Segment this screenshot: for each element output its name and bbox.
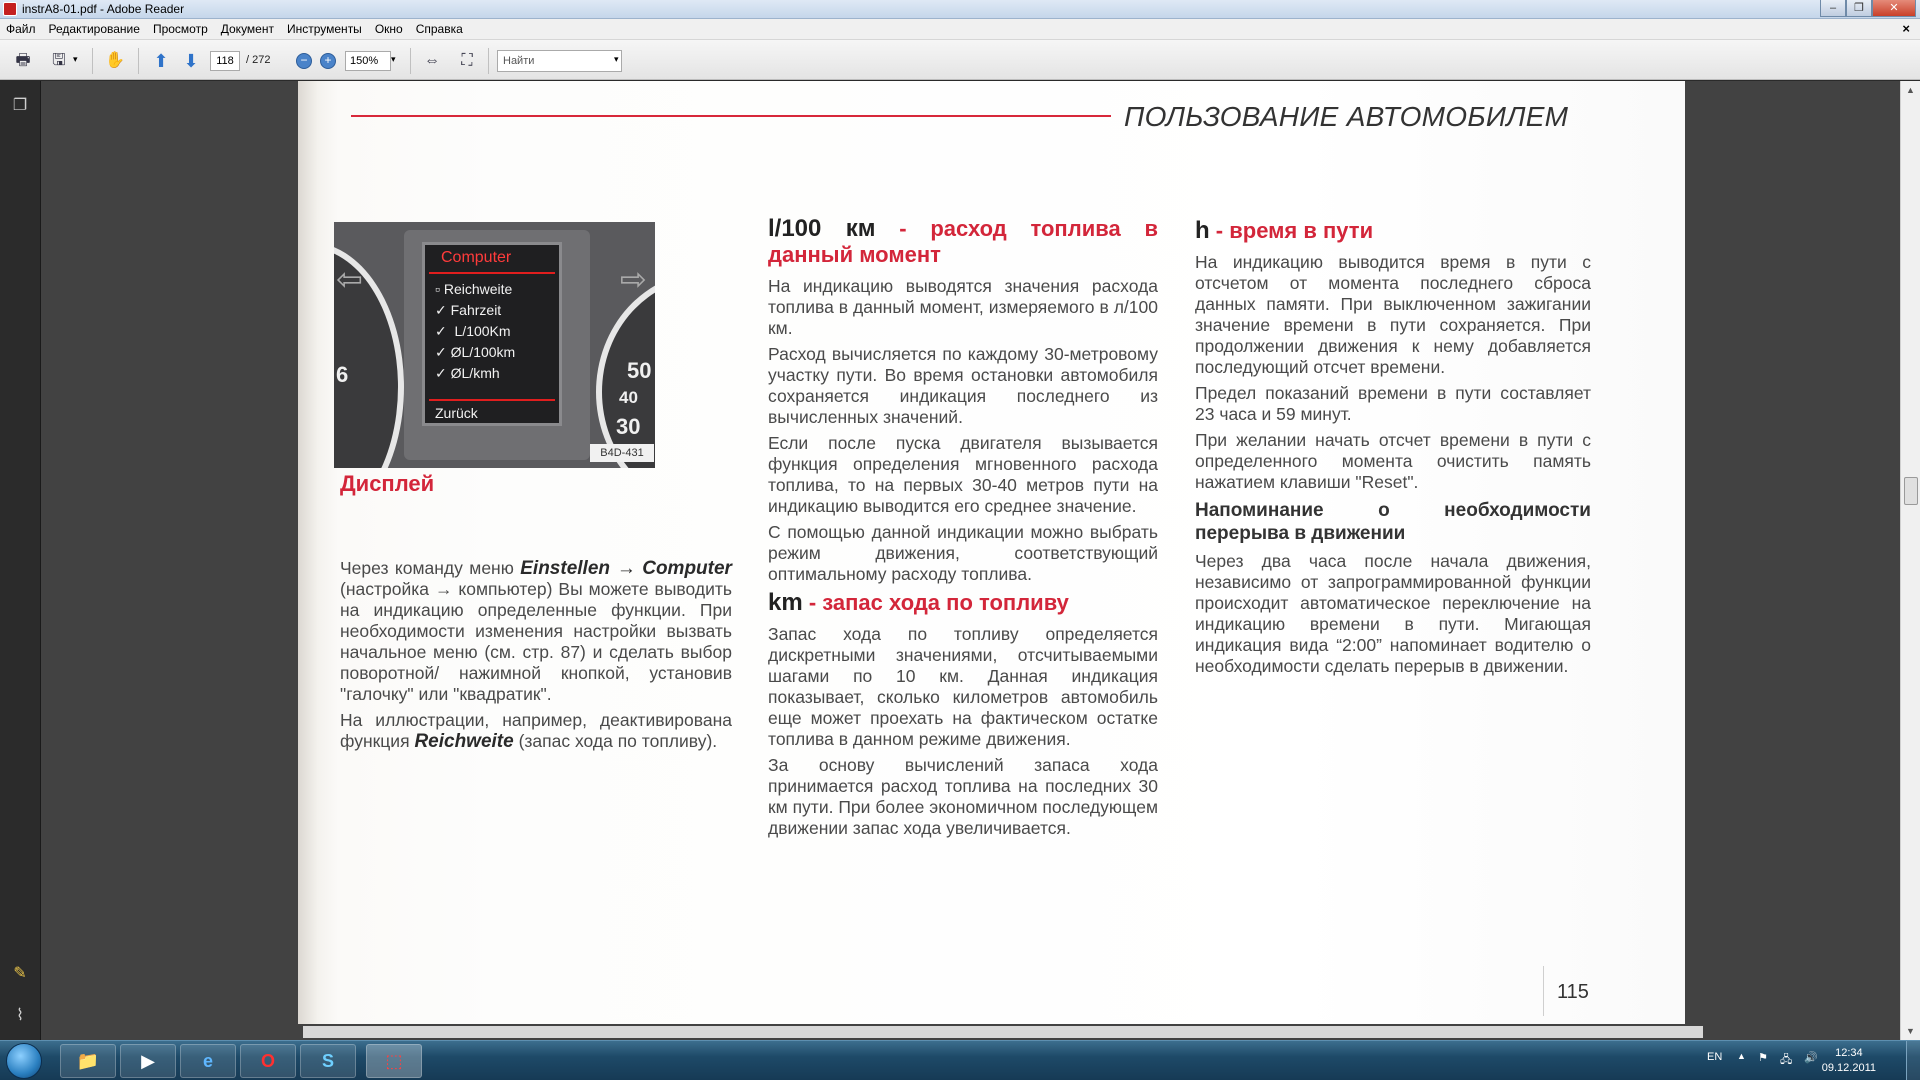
menu-help[interactable]: Справка [415,22,463,36]
save-icon[interactable]: 🖫 [52,52,66,69]
zoom-dropdown-icon[interactable]: ▾ [391,54,396,64]
screen-back-label: Zurück [435,405,478,421]
toolbar-separator [488,48,489,74]
menu-bar [0,19,1920,40]
minimize-button[interactable]: – [1820,0,1846,17]
skype-taskbar-icon[interactable]: S [300,1044,356,1078]
text-span: Einstellen → [520,558,636,579]
explorer-taskbar-icon[interactable]: 📁 [60,1044,116,1078]
text-span: Через команду меню [340,558,514,578]
text-span: На иллюстрации, например, деактивирована функция [340,710,732,751]
gauge-number: 6 [336,362,349,387]
paragraph: За основу вычислений запаса хода принимается расход топлива на последних 30 км пути. При более экономичном последующем движении запас хода увеличивается. [768,755,1158,838]
navigation-pane [0,81,41,1040]
section-heading: Напоминание о необходимости перерыва в движении [1195,500,1591,544]
column-1 [340,558,732,757]
paragraph: Расход вычисляется по каждому 30-метровому участку пути. Во время остановки автомобиля сохраняется индикация последнего из вычисленных значений. [768,344,1158,427]
clock-date: 09.12.2011 [1821,1062,1876,1074]
heading-symbol: h [1195,217,1210,244]
gauge-number: 40 [619,388,638,407]
internet-explorer-taskbar-icon[interactable]: e [180,1044,236,1078]
screen-title: Computer [441,249,512,266]
heading-text: - время в пути [1215,218,1374,243]
save-dropdown-icon[interactable]: ▾ [73,54,78,64]
toolbar-separator [92,48,93,74]
page-total: / 272 [246,54,271,66]
dashboard-photo [334,222,655,468]
adobe-reader-icon [3,2,17,16]
tray-expand-icon[interactable]: ▲ [1737,1051,1746,1061]
maximize-button[interactable]: ❐ [1846,0,1872,17]
network-icon[interactable]: 🖧 [1780,1054,1793,1066]
attachments-icon[interactable]: ⌇ [16,1007,24,1024]
screen-menu-label: Reichweite [443,281,513,297]
vertical-scrollbar[interactable] [1900,81,1920,1040]
figure-code: B4D-431 [590,444,654,462]
scroll-up-icon[interactable]: ▲ [1906,85,1915,95]
screen-rule [429,272,555,274]
menu-tools[interactable]: Инструменты [286,22,362,36]
find-input[interactable]: Найти [497,50,622,72]
heading-text: - расход топлива в данный момент [768,216,1158,267]
clock[interactable] [1822,1046,1876,1076]
opera-taskbar-icon[interactable]: O [240,1044,296,1078]
column-3 [1195,218,1591,682]
print-icon[interactable]: 🖶 [15,52,31,69]
page-number: 115 [1557,981,1589,1003]
column-1-heading [340,471,732,505]
pages-icon[interactable]: ❐ [12,97,28,114]
paragraph: Через два часа после начала движения, независимо от запрограммированной функции происходит автоматическое переключение на индикацию времени в пути. Мигающая индикация вида “2:00” напоминает водителю о необходимости сделать перерыв в движении. [1195,551,1591,676]
toolbar [0,40,1920,80]
toolbar-separator [138,48,139,74]
next-page-icon[interactable]: ⬇ [183,51,199,71]
paragraph: Запас хода по топливу определяется дискретными значениями, отсчитываемыми шагами по 10 км. Данная индикация показывает, сколько километров автомобиль еще может проехать на фактическом остатке топлива в данном режиме движения. [768,624,1158,749]
toolbar-separator [410,48,411,74]
document-close-icon[interactable]: × [1902,21,1910,36]
show-desktop-button[interactable] [1906,1041,1920,1080]
taskbar [0,1040,1920,1080]
menu-document[interactable]: Документ [220,22,274,36]
zoom-level-input[interactable]: 150% [345,51,391,71]
window-controls [1820,0,1916,17]
find-dropdown-icon[interactable]: ▾ [614,54,619,64]
paragraph [340,710,732,752]
action-center-icon[interactable]: ⚑ [1758,1052,1768,1064]
heading-symbol: l/100 км [768,215,876,242]
comments-icon[interactable]: ✎ [13,965,27,982]
section-heading [768,590,1158,616]
volume-icon[interactable]: 🔊 [1804,1052,1818,1064]
page-header: ПОЛЬЗОВАНИЕ АВТОМОБИЛЕМ [1124,101,1569,132]
clock-time: 12:34 [1835,1047,1863,1059]
menu-window[interactable]: Окно [374,22,403,36]
paragraph: Если после пуска двигателя вызывается функция определения мгновенного расхода топлива, то на первых 30-40 метров пути на индикацию выводится его среднее значение. [768,433,1158,516]
menu-view[interactable]: Просмотр [152,22,208,36]
right-arrow-icon: ⇨ [620,261,647,297]
text-span: Computer [642,558,732,579]
screen-menu-item: ✓ ØL/kmh [435,365,500,381]
document-area [41,81,1900,1040]
close-button[interactable]: ✕ [1872,0,1916,17]
text-span: (запас хода по топливу). [518,731,718,751]
paragraph: С помощью данной индикации можно выбрать режим движения, соответствующий оптимальному расходу топлива. [768,522,1158,584]
zoom-in-icon[interactable]: + [320,53,336,69]
screen-menu-item: ✓ ØL/100km [435,344,516,360]
screen-menu-item: ✓ Fahrzeit [435,302,502,318]
header-rule [351,115,1111,117]
paragraph [340,558,732,705]
window-title: instrA8-01.pdf - Adobe Reader [22,2,185,16]
screen-menu-label: ØL/kmh [450,365,500,381]
previous-page-icon[interactable]: ⬆ [153,51,169,71]
section-heading [768,216,1158,268]
pdf-page [298,81,1685,1024]
left-arrow-icon: ⇦ [336,261,363,297]
zoom-out-icon[interactable]: − [296,53,312,69]
media-player-taskbar-icon[interactable]: ▶ [120,1044,176,1078]
screen-menu-label: ØL/100km [450,344,516,360]
adobe-reader-taskbar-icon[interactable]: ⬚ [366,1044,422,1078]
screen-rule [429,399,555,401]
menu-file[interactable]: Файл [6,22,36,36]
section-heading [1195,218,1591,244]
screen-menu-item: ▫ Reichweite [435,281,513,297]
page-number-input[interactable]: 118 [210,51,240,71]
menu-edit[interactable]: Редактирование [48,22,140,36]
screen-menu-item: ✓ L/100Km [435,323,511,339]
paragraph: Предел показаний времени в пути составляет 23 часа и 59 минут. [1195,383,1591,424]
page-shadow [303,1026,1703,1038]
fit-page-icon[interactable]: ⛶ [461,52,473,69]
heading-symbol: km [768,589,803,616]
text-span: (настройка → компьютер) Вы можете выводить на индикацию определенные функции. При необходимости изменения настройки вызвать начальное меню (см. стр. 87) и сделать выбор поворотной/ нажимной кнопкой, установив "галочку" или "квадратик". [340,579,732,704]
column-2 [768,216,1158,844]
fit-width-icon[interactable]: ⇔ [424,52,440,69]
start-button[interactable] [6,1043,42,1079]
screen-menu-label: Fahrzeit [450,302,502,318]
screen-menu-label: L/100Km [454,323,511,339]
heading-text: - запас хода по топливу [808,590,1069,615]
text-span: Reichweite [414,731,514,752]
gauge-number: 50 [627,358,652,383]
display-screen [422,242,562,426]
scroll-thumb[interactable] [1904,477,1918,505]
gauge-number: 30 [616,414,641,439]
hand-tool-icon[interactable]: ✋ [105,52,125,69]
footer-divider [1543,966,1544,1016]
paragraph: На индикацию выводится время в пути с отсчетом от момента последнего сброса данных памяти. При выключенном зажигании значение времени в пути сохраняется. При продолжении движения к нему добавляется последующий отсчет времени. [1195,252,1591,377]
scroll-down-icon[interactable]: ▼ [1906,1026,1915,1036]
language-indicator[interactable]: EN [1707,1051,1723,1063]
paragraph: На индикацию выводятся значения расхода топлива в данный момент, измеряемого в л/100 км. [768,276,1158,338]
title-bar [0,0,1920,19]
display-heading: Дисплей [340,471,435,496]
paragraph: При желании начать отсчет времени в пути с определенного момента очистить память нажатием клавиши "Reset". [1195,430,1591,492]
